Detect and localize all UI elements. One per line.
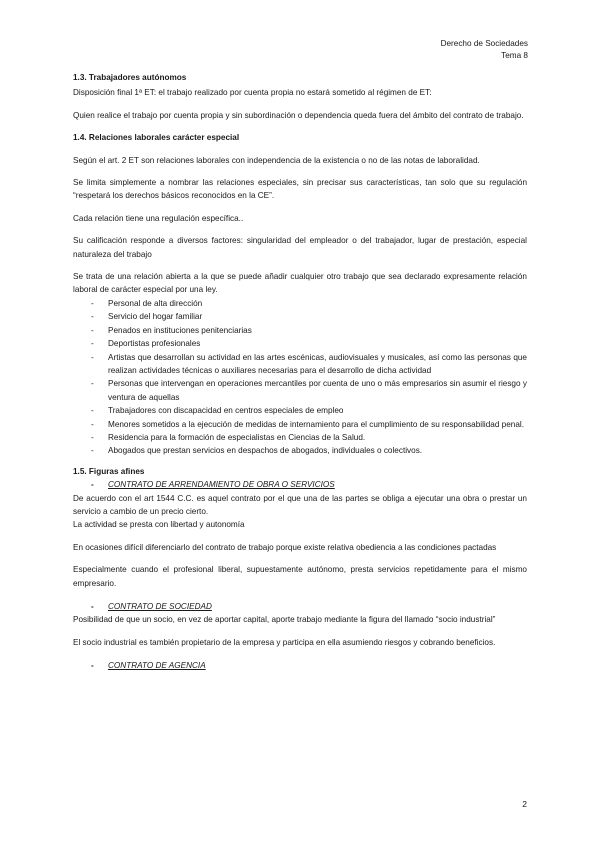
- paragraph: Posibilidad de que un socio, en vez de aportar capital, aporte trabajo mediante la figura del llamado “socio industrial”: [73, 615, 496, 625]
- paragraph: De acuerdo con el art 1544 C.C. es aquel contrato por el que una de las partes se obliga a ejecutar una obra o prestar un servicio a cambio de un precio cierto.: [73, 493, 527, 516]
- paragraph: La actividad se presta con libertad y autonomía: [73, 520, 245, 530]
- paragraph: El socio industrial es también propietario de la empresa y participa en ella asumiendo riesgos y cobrando beneficios.: [73, 637, 496, 647]
- header-topic: Tema 8: [501, 51, 528, 60]
- list-item: - Trabajadores con discapacidad en centros especiales de empleo: [73, 404, 527, 417]
- paragraph: Su calificación responde a diversos factores: singularidad del empleador o del trabajador, lugar de prestación, especial naturaleza del trabajo: [73, 236, 527, 259]
- subheading-agencia: [73, 659, 527, 672]
- list-item: - Residencia para la formación de especialistas en Ciencias de la Salud.: [73, 431, 527, 444]
- list-item: - Penados en instituciones penitenciarias: [73, 324, 527, 337]
- list-item: - Artistas que desarrollan su actividad en las artes escénicas, audiovisuales y musicales, así como las personas que realizan actividades técnicas o auxiliares necesarias para el desarrollo de dicha actividad: [73, 351, 527, 378]
- list-item: - Personal de alta dirección: [73, 297, 527, 310]
- paragraph: En ocasiones difícil diferenciarlo del contrato de trabajo porque existe relativa obediencia a las condiciones pactadas: [73, 542, 497, 552]
- paragraph: Disposición final 1ª ET: el trabajo realizado por cuenta propia no estará sometido al régimen de ET:: [73, 88, 432, 98]
- section-heading-1-3: 1.3. Trabajadores autónomos: [73, 73, 187, 82]
- page-number: 2: [522, 799, 527, 809]
- list-item: - Abogados que prestan servicios en despachos de abogados, individuales o colectivos.: [73, 444, 527, 457]
- subheading-text: CONTRATO DE SOCIEDAD: [108, 602, 212, 611]
- special-relations-list: [73, 297, 527, 458]
- section-heading-1-4: 1.4. Relaciones laborales carácter especial: [73, 133, 240, 143]
- paragraph: Se trata de una relación abierta a la que se puede añadir cualquier otro trabajo que sea declarado expresamente relación laboral de carácter especial por una ley.: [73, 272, 527, 295]
- page-content: [73, 71, 527, 673]
- list-item: - Servicio del hogar familiar: [73, 310, 527, 323]
- subheading-text: CONTRATO DE AGENCIA: [108, 661, 206, 671]
- section-heading-1-5: 1.5. Figuras afines: [73, 466, 145, 476]
- paragraph: Según el art. 2 ET son relaciones laborales con independencia de la existencia o no de las notas de laboralidad.: [73, 155, 480, 165]
- list-item: - Deportistas profesionales: [73, 337, 527, 350]
- header-course-title: Derecho de Sociedades: [440, 39, 528, 48]
- list-item: - Personas que intervengan en operaciones mercantiles por cuenta de uno o más empresarios sin asumir el riesgo y ventura de aquellas: [73, 377, 527, 404]
- subheading-arrendamiento: [73, 478, 527, 491]
- paragraph: Se limita simplemente a nombrar las relaciones especiales, sin precisar sus características, tan solo que su regulación “respetará los derechos básicos reconocidos en la CE”.: [73, 178, 527, 201]
- list-item: - Menores sometidos a la ejecución de medidas de internamiento para el cumplimiento de su responsabilidad penal.: [73, 418, 527, 431]
- paragraph: Quien realice el trabajo por cuenta propia y sin subordinación o dependencia queda fuera del ámbito del contrato de trabajo.: [73, 110, 524, 120]
- subheading-sociedad: [73, 600, 527, 613]
- paragraph: Cada relación tiene una regulación específica..: [73, 213, 244, 223]
- paragraph: Especialmente cuando el profesional liberal, supuestamente autónomo, presta servicios repetidamente para el mismo empresario.: [73, 565, 527, 588]
- page-header: [441, 38, 528, 62]
- subheading-text: CONTRATO DE ARRENDAMIENTO DE OBRA O SERVICIOS: [108, 480, 335, 490]
